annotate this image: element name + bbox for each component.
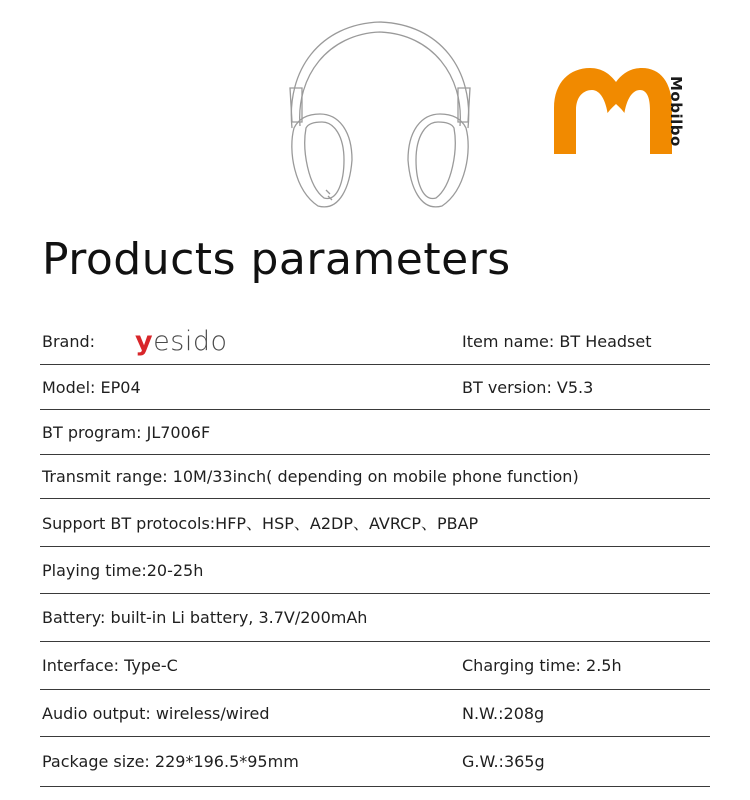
hero-area	[0, 0, 750, 225]
gross-weight-cell: G.W.:365g	[462, 752, 545, 771]
logo-brand-text: Mobilbo	[667, 76, 685, 147]
table-row	[40, 455, 710, 499]
table-row	[40, 642, 710, 690]
table-row	[40, 737, 710, 787]
net-weight-cell: N.W.:208g	[462, 703, 545, 723]
table-row	[40, 499, 710, 547]
bt-version-cell: BT version: V5.3	[462, 377, 594, 397]
package-size-cell: Package size: 229*196.5*95mm	[42, 752, 299, 771]
table-row	[40, 594, 710, 642]
protocols-cell: Support BT protocols:HFP、HSP、A2DP、AVRCP、PBAP	[42, 514, 479, 533]
yesido-logo-mark: y	[135, 325, 154, 357]
item-name-cell: Item name: BT Headset	[462, 331, 652, 351]
table-row	[40, 410, 710, 455]
page-title: Products parameters	[42, 234, 511, 285]
transmit-range-cell: Transmit range: 10M/33inch( depending on mobile phone function)	[42, 467, 579, 486]
model-cell: Model: EP04	[42, 377, 141, 397]
charging-time-cell: Charging time: 2.5h	[462, 656, 622, 675]
table-row	[40, 365, 710, 410]
interface-cell: Interface: Type-C	[42, 656, 178, 675]
parameters-table	[40, 318, 710, 787]
table-row	[40, 690, 710, 737]
headphones-illustration	[280, 10, 480, 220]
yesido-logo	[135, 326, 227, 357]
table-row	[40, 318, 710, 365]
yesido-logo-word: esido	[153, 325, 228, 357]
audio-output-cell: Audio output: wireless/wired	[42, 703, 270, 723]
bt-program-cell: BT program: JL7006F	[42, 422, 211, 442]
battery-cell: Battery: built-in Li battery, 3.7V/200mAh	[42, 608, 368, 627]
playing-time-cell: Playing time:20-25h	[42, 560, 204, 580]
brand-label: Brand:	[42, 331, 96, 351]
brand-cell	[40, 326, 460, 357]
table-row	[40, 547, 710, 594]
